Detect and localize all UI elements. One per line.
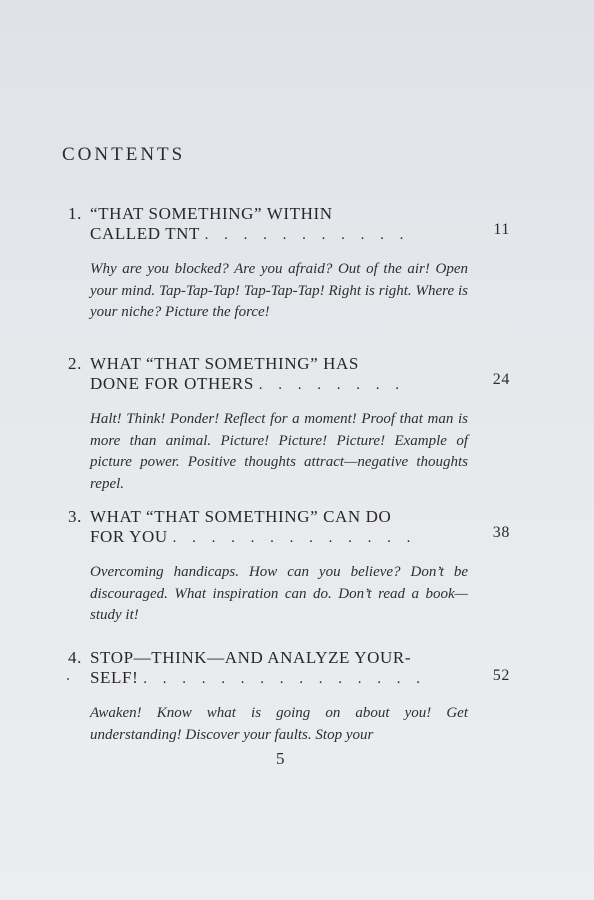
entry-title-line1: “THAT SOMETHING” WITHIN xyxy=(90,204,333,223)
entry-title-line2: CALLED TNT xyxy=(90,224,200,243)
toc-entry-title xyxy=(68,648,510,689)
entry-description: Halt! Think! Ponder! Reflect for a moment! Proof that man is more than animal. Picture! Picture! Picture! Example of picture power. Positive thoughts attract—negative thoughts repel. xyxy=(90,411,468,492)
entry-page-number: 11 xyxy=(493,221,510,238)
entry-description: Awaken! Know what is going on about you! Get understanding! Discover your faults. Stop your xyxy=(90,705,468,743)
dot-leader: . . . . . . . . . . . . . . . xyxy=(143,671,426,687)
dot-leader: . . . . . . . . . . . . . xyxy=(172,530,417,546)
toc-entry-1 xyxy=(68,204,510,324)
toc-entry-3 xyxy=(68,507,510,627)
entry-description: Why are you blocked? Are you afraid? Out of the air! Open your mind. Tap-Tap-Tap! Tap-Tap-Tap! Right is right. Where is your niche? Picture the force! xyxy=(90,261,468,320)
entry-page-number: 38 xyxy=(492,524,510,541)
dot-leader: . . . . . . . . xyxy=(258,377,406,393)
toc-entry-4 xyxy=(68,648,510,746)
contents-heading: CONTENTS xyxy=(62,144,186,165)
entry-title-line1: WHAT “THAT SOMETHING” CAN DO xyxy=(90,507,392,526)
entry-number: 4. xyxy=(68,648,82,667)
dot-leader: . . . . . . . . . . . xyxy=(204,227,410,243)
entry-number: 3. xyxy=(68,507,82,526)
entry-description: Overcoming handicaps. How can you believe? Don’t be discouraged. What inspiration can do. Don’t read a book—study it! xyxy=(90,564,468,623)
toc-entry-title xyxy=(68,204,510,245)
entry-title-line2: FOR YOU xyxy=(90,527,168,546)
entry-title-line2: DONE FOR OTHERS xyxy=(90,374,254,393)
entry-page-number: 24 xyxy=(492,371,510,388)
entry-title-line1: WHAT “THAT SOMETHING” HAS xyxy=(90,354,359,373)
entry-title-line2: SELF! xyxy=(90,668,139,687)
entry-number: 1. xyxy=(68,204,82,223)
entry-number: 2. xyxy=(68,354,82,373)
footer-page-number: 5 xyxy=(276,749,285,768)
toc-entry-2 xyxy=(68,354,510,495)
entry-page-number: 52 xyxy=(492,667,510,684)
print-speck xyxy=(67,678,69,680)
toc-entry-title xyxy=(68,354,510,395)
entry-title-line1: STOP—THINK—AND ANALYZE YOUR- xyxy=(90,648,412,667)
toc-entry-title xyxy=(68,507,510,548)
